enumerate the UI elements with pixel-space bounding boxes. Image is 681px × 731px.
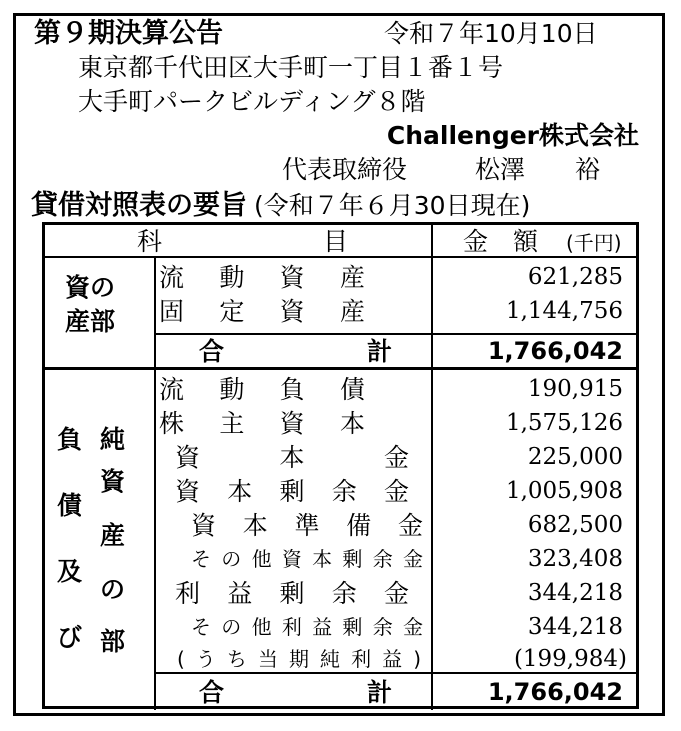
header-amount: 金 額 [463,227,539,256]
liab-right-char-2: 産 [100,521,126,550]
liab-row-value-3: 1,005,908 [505,478,623,504]
liab-row-label-7: そ の 他 利 益 剰 余 金 [191,615,423,639]
liab-row-label-3: 資 本 剰 余 金 [175,477,409,506]
assets-total-label-1: 合 [199,337,225,366]
representative-title: 代表取締役 [282,155,408,184]
liab-total-label-2: 計 [367,678,393,707]
header-subject-1: 科 [137,227,163,256]
company-address-line2: 大手町パークビルディング８階 [78,87,426,116]
liab-row-value-8: (199,984) [513,646,627,672]
header-subject-2: 目 [323,227,349,256]
liab-left-char-0: 負 [57,425,83,454]
liab-row-label-2: 資 本 金 [175,443,409,472]
assets-total-value: 1,766,042 [487,337,623,365]
liab-row-label-5: そ の 他 資 本 剰 余 金 [191,547,423,571]
asset-row-value-0: 621,285 [527,264,623,290]
assets-total-label-2: 計 [367,337,393,366]
liab-row-value-6: 344,218 [527,580,623,606]
liab-row-label-1: 株 主 資 本 [159,409,365,438]
liab-row-label-4: 資 本 準 備 金 [191,511,423,540]
balance-sheet-table [42,222,639,709]
company-name: Challenger株式会社 [386,121,639,150]
liab-right-char-1: 資 [100,467,126,496]
header-unit: (千円) [566,231,622,255]
liab-total-label-1: 合 [199,678,225,707]
notice-date: 令和７年10月10日 [384,19,598,48]
liab-row-label-0: 流 動 負 債 [159,375,365,404]
liab-total-value: 1,766,042 [487,678,623,706]
company-address-line1: 東京都千代田区大手町一丁目１番１号 [78,53,504,82]
liab-row-value-0: 190,915 [527,376,623,402]
asset-row-label-1: 固 定 資 産 [159,297,365,326]
liab-row-label-8: ( う ち 当 期 純 利 益 ) [177,647,421,671]
asset-row-label-0: 流 動 資 産 [159,263,365,292]
liab-left-char-2: 及 [57,557,83,586]
assets-label-line1: 資の [65,273,116,302]
liab-left-char-1: 債 [57,491,83,520]
liab-row-value-4: 682,500 [527,512,623,538]
liab-right-char-3: の [100,575,126,604]
liab-row-label-6: 利 益 剰 余 金 [175,579,409,608]
liab-row-value-2: 225,000 [527,444,623,470]
asset-row-value-1: 1,144,756 [505,298,623,324]
section-date: (令和７年６月30日現在) [254,191,531,220]
section-title: 貸借対照表の要旨 [31,190,247,221]
liab-left-char-3: び [57,623,83,652]
liab-right-char-0: 純 [100,425,126,454]
liab-row-value-1: 1,575,126 [505,410,623,436]
liab-row-value-7: 344,218 [527,614,623,640]
liab-right-char-4: 部 [100,627,126,656]
representative-name: 松澤 裕 [475,155,601,184]
liab-row-value-5: 323,408 [527,546,623,572]
assets-label-line2: 産部 [65,307,116,336]
notice-title: 第９期決算公告 [34,18,223,49]
